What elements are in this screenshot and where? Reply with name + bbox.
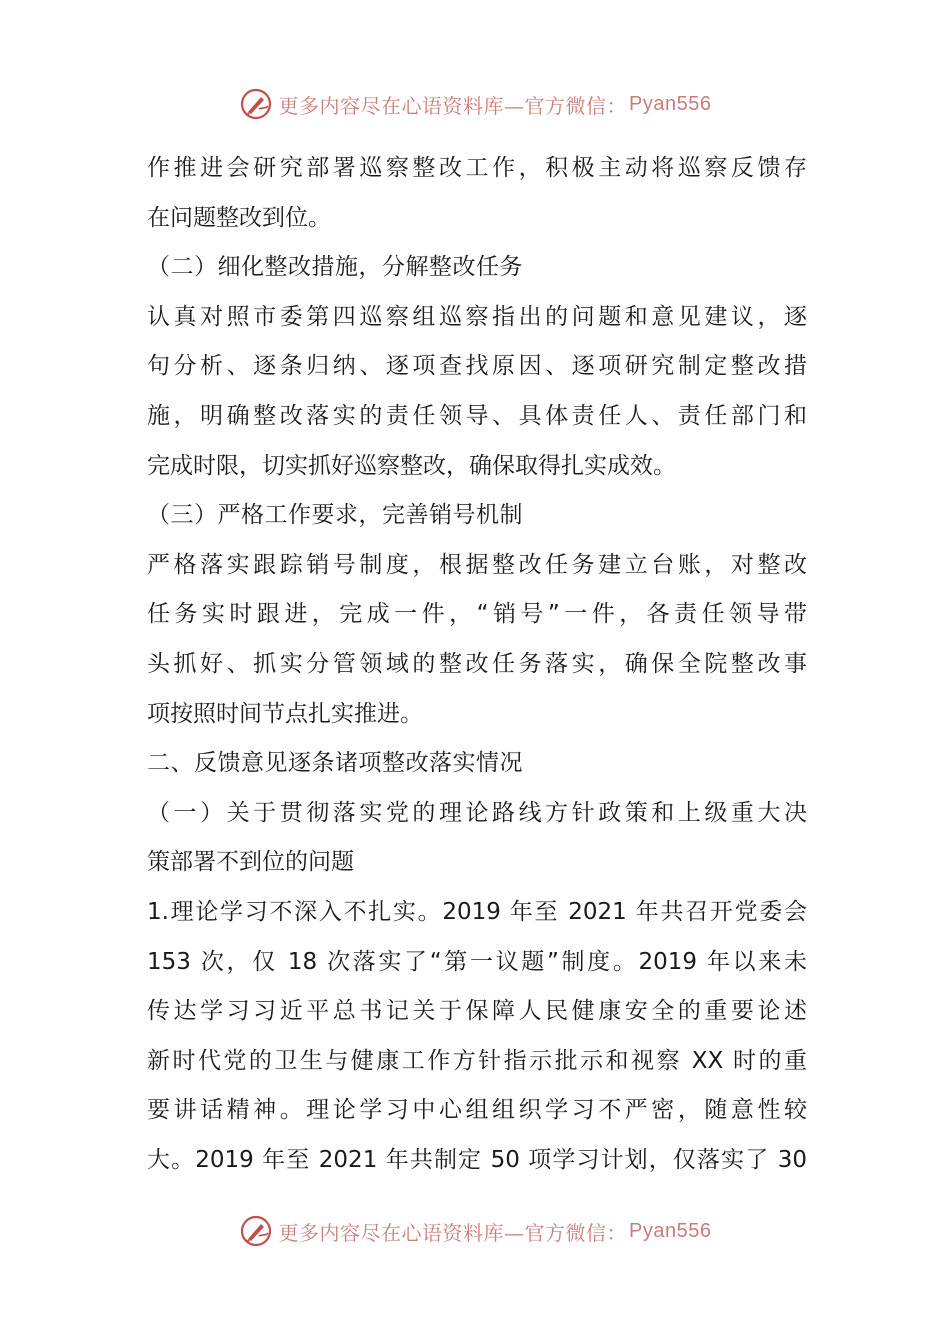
text-line: 153 次，仅 18 次落实了“第一议题”制度。2019 年以来未 xyxy=(147,948,807,975)
text-line: 传达学习习近平总书记关于保障人民健康安全的重要论述 xyxy=(147,998,807,1025)
text-line: 新时代党的卫生与健康工作方针指示批示和视察 XX 时的重 xyxy=(147,1047,807,1074)
text-line: 头抓好、抓实分管领域的整改任务落实，确保全院整改事 xyxy=(147,650,807,677)
watermark-wechat-id: Pyan556 xyxy=(629,92,712,115)
document-body xyxy=(147,144,807,1185)
section-heading: 二、反馈意见逐条诸项整改落实情况 xyxy=(147,750,523,777)
section-heading: （一）关于贯彻落实党的理论路线方针政策和上级重大决 xyxy=(147,799,807,826)
text-line: 要讲话精神。理论学习中心组组织学习不严密，随意性较 xyxy=(147,1097,807,1124)
watermark-wechat-id: Pyan556 xyxy=(629,1219,712,1242)
pen-logo-icon xyxy=(239,87,273,121)
section-heading: （二）细化整改措施，分解整改任务 xyxy=(147,254,523,281)
text-line: 在问题整改到位。 xyxy=(147,204,331,231)
section-heading: 策部署不到位的问题 xyxy=(147,849,354,876)
text-line: 作推进会研究部署巡察整改工作，积极主动将巡察反馈存 xyxy=(147,155,807,181)
text-line: 1.理论学习不深入不扎实。2019 年至 2021 年共召开党委会 xyxy=(147,898,807,925)
text-line: 大。2019 年至 2021 年共制定 50 项学习计划，仅落实了 30 xyxy=(147,1146,807,1173)
text-line: 认真对照市委第四巡察组巡察指出的问题和意见建议，逐 xyxy=(147,303,807,330)
text-line: 严格落实跟踪销号制度，根据整改任务建立台账，对整改 xyxy=(147,551,807,578)
text-line: 任务实时跟进，完成一件，“销号”一件，各责任领导带 xyxy=(147,601,807,628)
watermark-banner-bottom xyxy=(0,1209,950,1253)
watermark-text: 更多内容尽在心语资料库—官方微信： xyxy=(278,1220,628,1245)
text-line: 句分析、逐条归纳、逐项查找原因、逐项研究制定整改措 xyxy=(147,353,807,380)
pen-logo-icon xyxy=(239,1214,273,1248)
text-line: 施，明确整改落实的责任领导、具体责任人、责任部门和 xyxy=(147,402,807,429)
watermark-banner-top xyxy=(0,82,950,126)
text-line: 完成时限，切实抓好巡察整改，确保取得扎实成效。 xyxy=(147,452,676,479)
section-heading: （三）严格工作要求，完善销号机制 xyxy=(147,502,523,529)
text-line: 项按照时间节点扎实推进。 xyxy=(147,700,423,727)
watermark-text: 更多内容尽在心语资料库—官方微信： xyxy=(278,93,628,118)
